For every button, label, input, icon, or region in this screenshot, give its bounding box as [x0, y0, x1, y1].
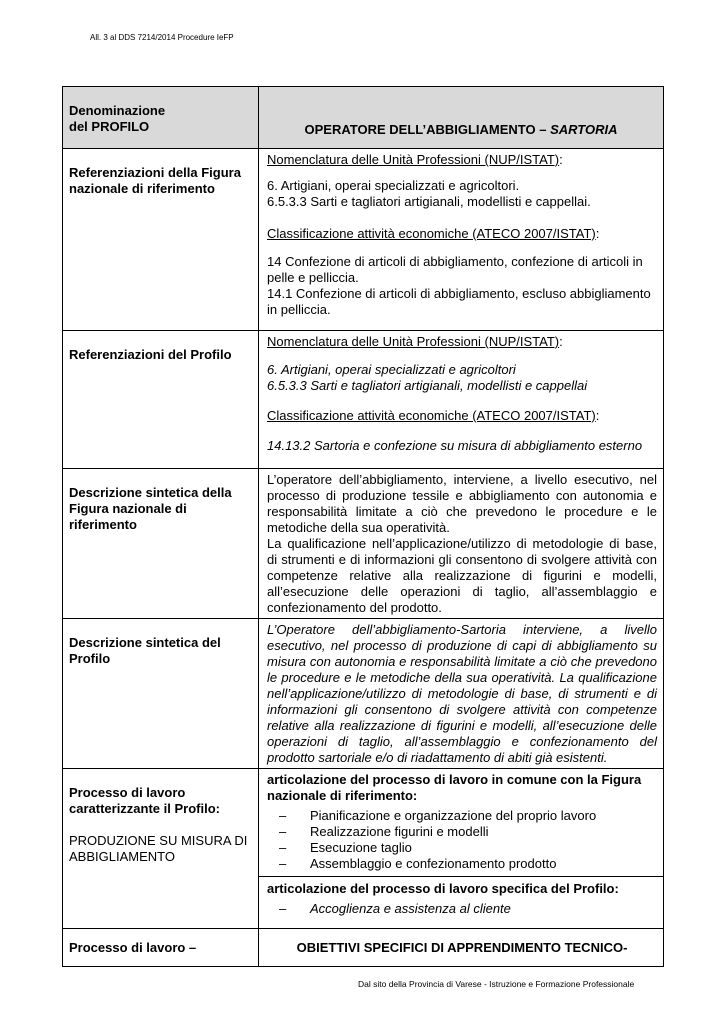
- ateco-item: 14.1 Confezione di articoli di abbigliamento, escluso abbigliamento in pelliccia.: [267, 286, 651, 317]
- list-item: – Pianificazione e organizzazione del proprio lavoro: [279, 808, 657, 824]
- desc-profilo-content: L’Operatore dell’abbigliamento-Sartoria interviene, a livello esecutivo, nel processo di produzione di capi di abbigliamento su misura con autonomia e responsabilità limitate a ciò che prevedono le procedure e le metodiche della sua operatività. La qualificazione nell’applicazione/utilizzo di metodologie di base, di strumenti e di informazioni gli consentono di svolgere attività con competenze relative alla realizzazione di figurini e modelli, all’esecuzione delle operazioni di taglio, all’assemblaggio e confezionamento del prodotto sartoriale e/o di riadattamento di abiti già esistenti.: [259, 619, 664, 769]
- ateco-heading: Classificazione attività economiche (ATECO 2007/ISTAT): [267, 226, 596, 241]
- last-row-title: OBIETTIVI SPECIFICI DI APPRENDIMENTO TECNICO-: [259, 929, 664, 967]
- common-heading: articolazione del processo di lavoro in comune con la Figura nazionale di riferimento:: [267, 772, 642, 803]
- specific-section: [259, 876, 663, 917]
- profile-title-prefix: OPERATORE DELL’ABBIGLIAMENTO –: [304, 122, 551, 137]
- footer-note: Dal sito della Provincia di Varese - Istruzione e Formazione Professionale: [358, 979, 635, 989]
- header-note: All. 3 al DDS 7214/2014 Procedure IeFP: [90, 33, 234, 42]
- desc-figura-para: La qualificazione nell’applicazione/utilizzo di metodologie di base, di strumenti e di informazioni gli consentono di svolgere attività con competenze relative alla realizzazione di figurini e modelli, all’esecuzione delle operazioni di taglio, all’assemblaggio e confezionamento del prodotto.: [267, 536, 657, 615]
- desc-figura-label: Descrizione sintetica della Figura nazionale di riferimento: [63, 469, 259, 619]
- ateco-colon: :: [595, 408, 600, 423]
- nup-heading: Nomenclatura delle Unità Professioni (NUP/ISTAT): [267, 152, 560, 167]
- processo-content: [259, 769, 664, 929]
- nup-colon: :: [559, 152, 563, 167]
- ref-profilo-label: Referenziazioni del Profilo: [63, 331, 259, 469]
- profile-name-label-line1: Denominazione: [69, 103, 166, 118]
- processo-label-text: Processo di lavoro caratterizzante il Profilo:: [69, 785, 220, 816]
- specific-list: [267, 901, 657, 917]
- ateco-item: 14 Confezione di articoli di abbigliamento, confezione di articoli in pelle e pelliccia.: [267, 254, 643, 285]
- common-list: [267, 808, 657, 872]
- nup-colon: :: [559, 334, 563, 349]
- table-row: [63, 87, 664, 149]
- specific-heading: articolazione del processo di lavoro specifica del Profilo:: [267, 881, 619, 896]
- table-row: [63, 619, 664, 769]
- table-row: [63, 149, 664, 331]
- list-item: – Assemblaggio e confezionamento prodotto: [279, 856, 657, 872]
- table-row: [63, 929, 664, 967]
- desc-figura-para: L’operatore dell’abbigliamento, interviene, a livello esecutivo, nel processo di produzione tessile e abbigliamento con autonomia e responsabilità limitate a ciò che prevedono le procedure e le metodiche della sua operatività.: [267, 472, 657, 535]
- profile-name-label-line2: del PROFILO: [69, 119, 150, 134]
- table-row: [63, 769, 664, 929]
- ateco-item: 14.13.2 Sartoria e confezione su misura di abbigliamento esterno: [267, 438, 643, 453]
- ateco-colon: :: [595, 226, 600, 241]
- nup-item: 6. Artigiani, operai specializzati e agricoltori.: [267, 178, 520, 193]
- profile-table: [62, 86, 664, 967]
- ref-profilo-content: [259, 331, 664, 469]
- list-item: – Accoglienza e assistenza al cliente: [279, 901, 657, 917]
- profile-title-italic: SARTORIA: [550, 122, 618, 137]
- processo-sub-label: PRODUZIONE SU MISURA DI ABBIGLIAMENTO: [69, 833, 248, 864]
- table-row: [63, 331, 664, 469]
- nup-item: 6. Artigiani, operai specializzati e agricoltori: [267, 362, 516, 377]
- nup-heading: Nomenclatura delle Unità Professioni (NUP/ISTAT): [267, 334, 560, 349]
- desc-profilo-label: Descrizione sintetica del Profilo: [63, 619, 259, 769]
- profile-name-label: [63, 87, 259, 149]
- ref-figura-label: Referenziazioni della Figura nazionale di riferimento: [63, 149, 259, 331]
- list-item: – Realizzazione figurini e modelli: [279, 824, 657, 840]
- nup-item: 6.5.3.3 Sarti e tagliatori artigianali, modellisti e cappellai.: [267, 194, 591, 209]
- ref-figura-content: [259, 149, 664, 331]
- table-row: [63, 469, 664, 619]
- desc-figura-content: [259, 469, 664, 619]
- list-item: – Esecuzione taglio: [279, 840, 657, 856]
- ateco-heading: Classificazione attività economiche (ATECO 2007/ISTAT): [267, 408, 596, 423]
- nup-item: 6.5.3.3 Sarti e tagliatori artigianali, modellisti e cappellai: [267, 378, 588, 393]
- last-row-label: Processo di lavoro –: [63, 929, 259, 967]
- profile-title: [259, 87, 664, 149]
- processo-label: [63, 769, 259, 929]
